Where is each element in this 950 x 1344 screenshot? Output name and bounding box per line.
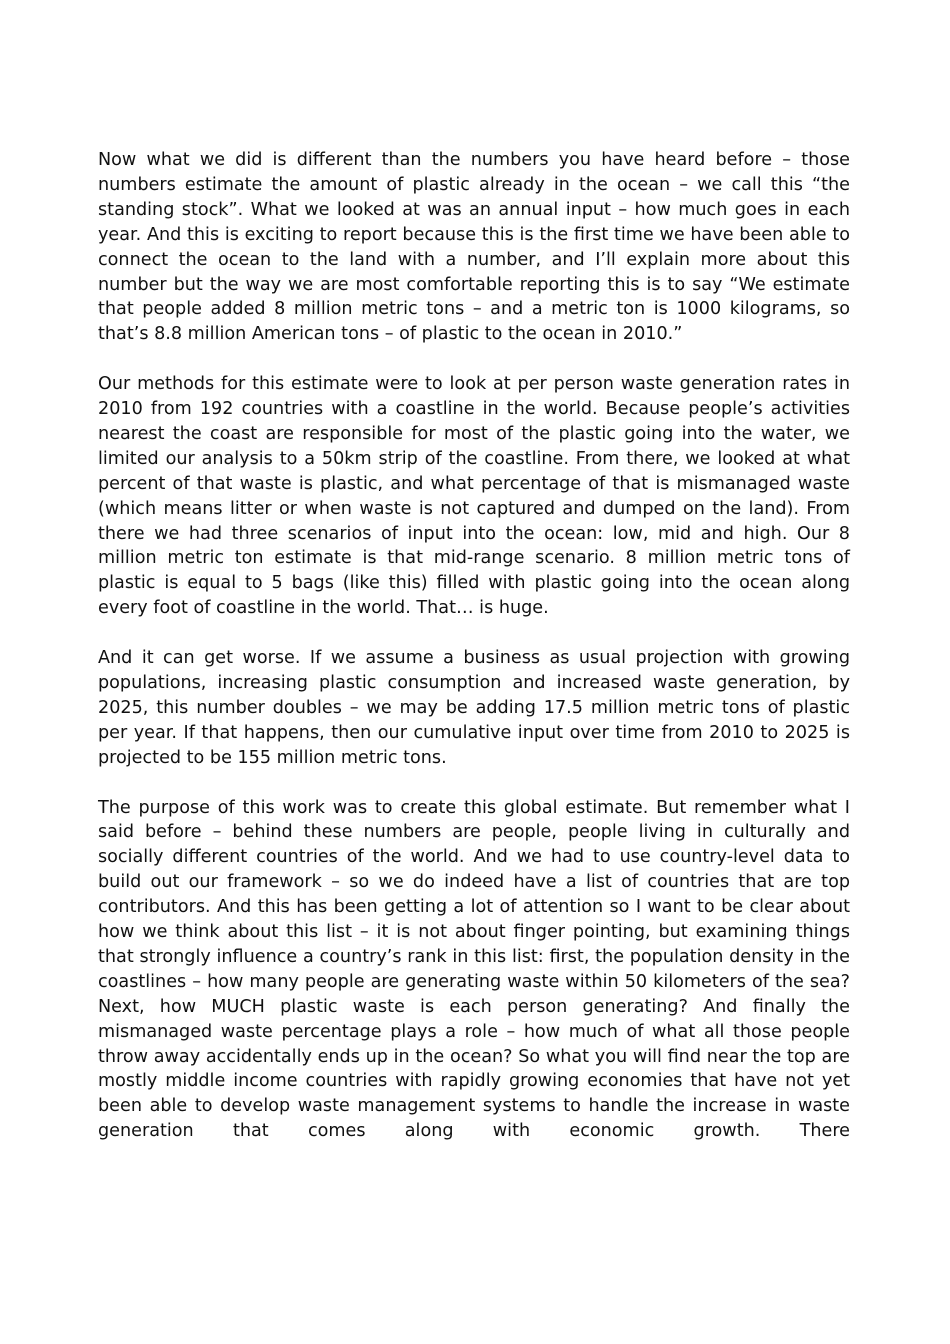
body-text	[98, 148, 850, 1169]
paragraph-purpose: The purpose of this work was to create this global estimate. But remember what I said before – behind these numbers are people, people living in culturally and socially different countries of the world. And we had to use country-level data to build out our framework – so we do indeed have a list of countries that are top contributors. And this has been getting a lot of attention so I want to be clear about how we think about this list – it is not about finger pointing, but examining things that strongly influence a country’s rank in this list: first, the population density in the coastlines – how many people are generating waste within 50 kilometers of the sea? Next, how MUCH plastic waste is each person generating? And finally the mismanaged waste percentage plays a role – how much of what all those people throw away accidentally ends up in the ocean? So what you will find near the top are mostly middle income countries with rapidly growing economies that have not yet been able to develop waste management systems to handle the increase in waste generation that comes along with economic growth. There	[98, 797, 850, 1142]
paragraph-annual-input: Now what we did is different than the numbers you have heard before – those numbers estimate the amount of plastic already in the ocean – we call this “the standing stock”. What we looked at was an annual input – how much goes in each year. And this is exciting to report because this is the first time we have been able to connect the ocean to the land with a number, and I’ll explain more about this number but the way we are most comfortable reporting this is to say “We estimate that people added 8 million metric tons – and a metric ton is 1000 kilograms, so that’s 8.8 million American tons – of plastic to the ocean in 2010.”	[98, 150, 850, 345]
paragraph-projection: And it can get worse. If we assume a business as usual projection with growing populations, increasing plastic consumption and increased waste generation, by 2025, this number doubles – we may be adding 17.5 million metric tons of plastic per year. If that happens, then our cumulative input over time from 2010 to 2025 is projected to be 155 million metric tons.	[98, 648, 850, 768]
paragraph-methods: Our methods for this estimate were to look at per person waste generation rates in 2010 from 192 countries with a coastline in the world. Because people’s activities nearest the coast are responsible for most of the plastic going into the water, we limited our analysis to a 50km strip of the coastline. From there, we looked at what percent of that waste is plastic, and what percentage of that is mismanaged waste (which means litter or when waste is not captured and dumped on the land). From there we had three scenarios of input into the ocean: low, mid and high. Our 8 million metric ton estimate is that mid-range scenario. 8 million metric tons of plastic is equal to 5 bags (like this) filled with plastic going into the ocean along every foot of coastline in the world. That… is huge.	[98, 374, 850, 619]
